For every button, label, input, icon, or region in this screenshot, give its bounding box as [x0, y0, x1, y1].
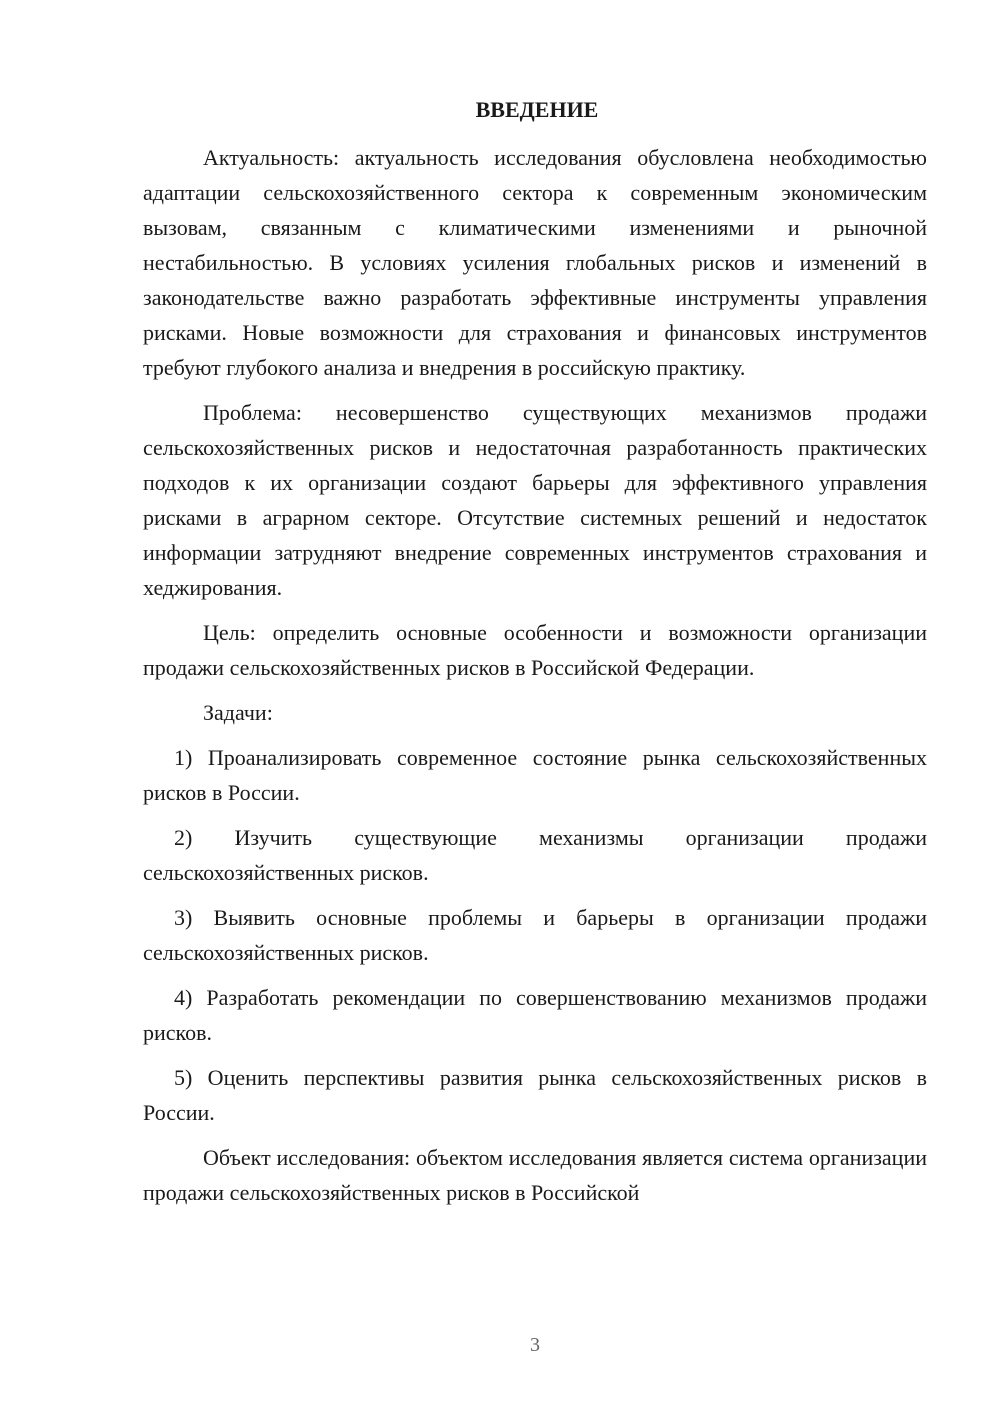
goal-paragraph: Цель: определить основные особенности и возможности организации продажи сельскохозяйственных рисков в Российской Федерации.: [143, 620, 927, 680]
problem-paragraph: Проблема: несовершенство существующих механизмов продажи сельскохозяйственных рисков и недостаточная разработанность практических подходов к их организации создают барьеры для эффективного управления рисками в аграрном секторе. Отсутствие системных решений и недостаток информации затрудняют внедрение современных инструментов страхования и хеджирования.: [143, 400, 927, 600]
relevance-paragraph: Актуальность: актуальность исследования обусловлена необходимостью адаптации сельскохозяйственного сектора к современным экономическим вызовам, связанным с климатическими изменениями и рыночной нестабильностью. В условиях усиления глобальных рисков и изменений в законодательстве важно разработать эффективные инструменты управления рисками. Новые возможности для страхования и финансовых инструментов требуют глубокого анализа и внедрения в российскую практику.: [143, 145, 927, 380]
document-page: [143, 96, 927, 1220]
task-item: 4) Разработать рекомендации по совершенствованию механизмов продажи рисков.: [143, 985, 927, 1045]
task-item: 5) Оценить перспективы развития рынка сельскохозяйственных рисков в России.: [143, 1065, 927, 1125]
task-item: 1) Проанализировать современное состояние рынка сельскохозяйственных рисков в России.: [143, 745, 927, 805]
task-item: 3) Выявить основные проблемы и барьеры в организации продажи сельскохозяйственных рисков.: [143, 905, 927, 965]
section-title: ВВЕДЕНИЕ: [475, 97, 599, 122]
object-paragraph: Объект исследования: объектом исследования является система организации продажи сельскохозяйственных рисков в Российской: [143, 1145, 927, 1205]
page-number: 3: [530, 1334, 540, 1356]
task-item: 2) Изучить существующие механизмы организации продажи сельскохозяйственных рисков.: [143, 825, 927, 885]
tasks-label: Задачи:: [203, 700, 273, 725]
